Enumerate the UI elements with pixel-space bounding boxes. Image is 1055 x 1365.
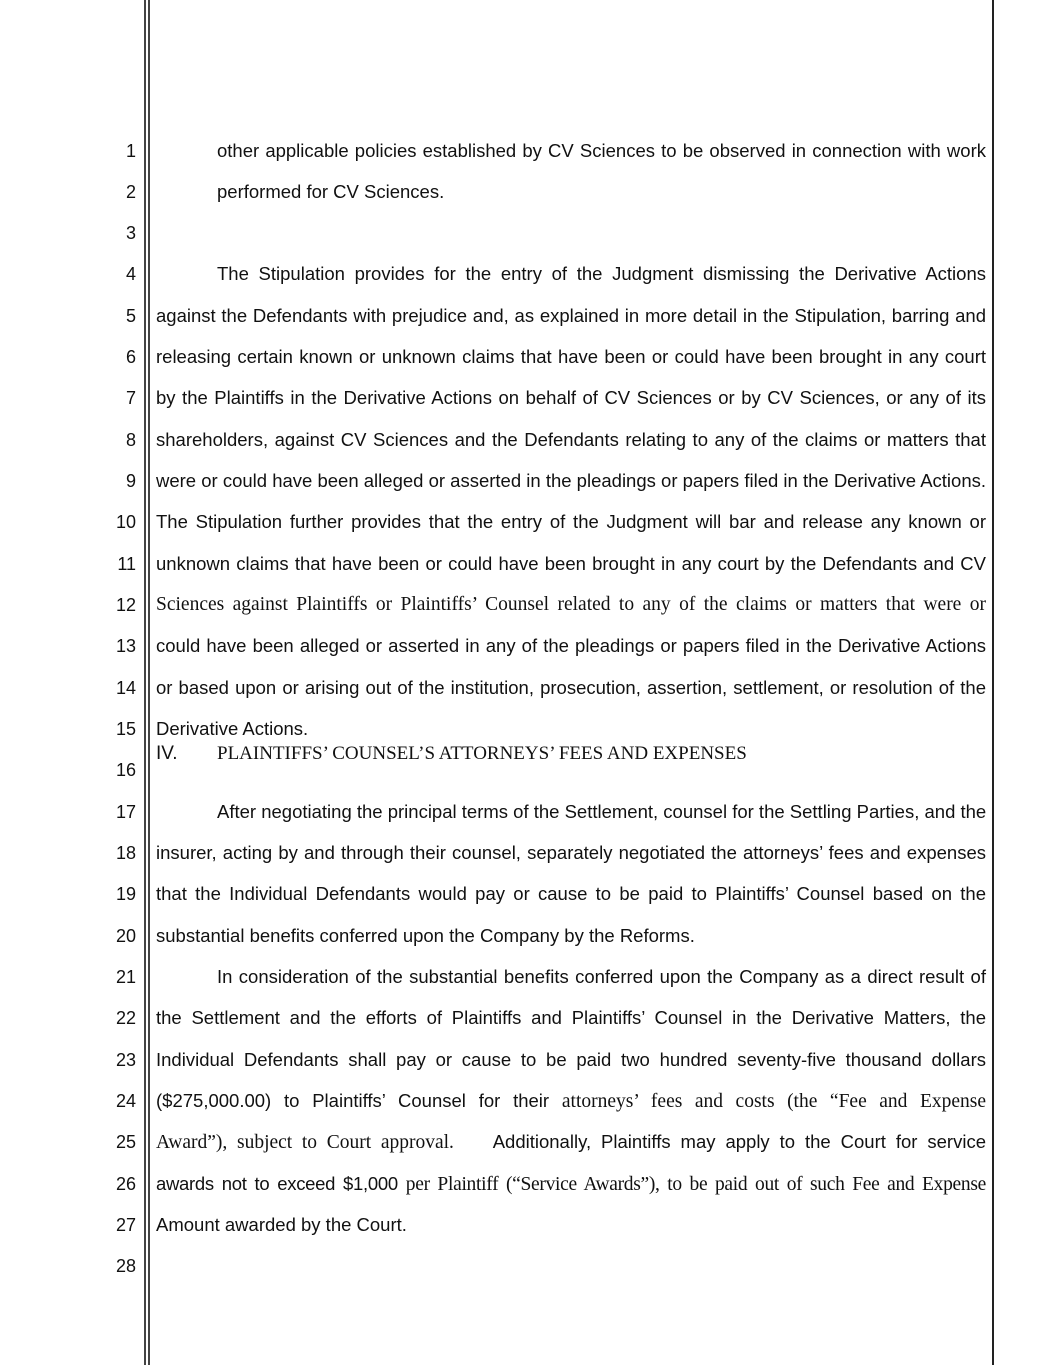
- text-line: other applicable policies established by CV Sciences to be observed in connection with work: [217, 140, 986, 161]
- section-number: IV.: [156, 743, 178, 764]
- line-number: 18: [115, 843, 136, 863]
- line-number: 23: [115, 1050, 136, 1070]
- text-line: The Stipulation further provides that the entry of the Judgment will bar and release any known or: [156, 511, 986, 532]
- line-number: 11: [117, 554, 136, 574]
- line-number: 13: [115, 636, 136, 656]
- text-line: releasing certain known or unknown claims that have been or could have been brought in any court: [156, 346, 986, 367]
- text-line: the Settlement and the efforts of Plaintiffs and Plaintiffs’ Counsel in the Derivative Matters, the: [156, 1007, 986, 1028]
- line-number: 14: [115, 678, 136, 698]
- line-number: 5: [125, 306, 136, 326]
- text-line: substantial benefits conferred upon the Company by the Reforms.: [156, 925, 695, 946]
- text-line: performed for CV Sciences.: [217, 181, 445, 202]
- text-line: were or could have been alleged or asserted in the pleadings or papers filed in the Derivative Actions.: [156, 470, 986, 491]
- line-number: 26: [115, 1174, 136, 1194]
- text-line: Individual Defendants shall pay or cause to be paid two hundred seventy-five thousand dollars: [156, 1049, 986, 1070]
- line-number: 7: [125, 388, 136, 408]
- line-number: 27: [115, 1215, 136, 1235]
- left-margin-rule-inner: [148, 0, 150, 1365]
- line-number: 19: [115, 884, 136, 904]
- line-number: 6: [125, 347, 136, 367]
- text-line: [156, 1131, 986, 1154]
- line-number: 21: [115, 967, 136, 987]
- text-line: by the Plaintiffs in the Derivative Actions on behalf of CV Sciences or by CV Sciences, or any of its: [156, 387, 986, 408]
- text-segment: ($275,000.00) to Plaintiffs’ Counsel for their: [156, 1090, 550, 1111]
- text-line: against the Defendants with prejudice and, as explained in more detail in the Stipulation, barring and: [156, 305, 986, 326]
- paragraph-start-line: In consideration of the substantial benefits conferred upon the Company as a direct result of: [217, 966, 986, 987]
- text-line: [156, 1090, 986, 1113]
- line-number: 28: [115, 1256, 136, 1276]
- line-number: 17: [115, 802, 136, 822]
- section-heading: [156, 743, 747, 765]
- left-margin-rule-outer: [144, 0, 146, 1365]
- line-number: 8: [125, 430, 136, 450]
- section-title: PLAINTIFFS’ COUNSEL’S ATTORNEYS’ FEES AND EXPENSES: [217, 743, 747, 764]
- text-line: insurer, acting by and through their counsel, separately negotiated the attorneys’ fees and expenses: [156, 842, 986, 863]
- text-segment: Award”), subject to Court approval.: [156, 1132, 454, 1153]
- text-line: or based upon or arising out of the institution, prosecution, assertion, settlement, or resolution of the: [156, 677, 986, 698]
- line-number: 15: [115, 719, 136, 739]
- line-number: 3: [125, 223, 136, 243]
- line-number: 20: [115, 926, 136, 946]
- line-number: 22: [115, 1008, 136, 1028]
- text-segment: per Plaintiff (“Service Awards”), to be paid out of such Fee and Expense: [405, 1174, 986, 1195]
- right-margin-rule: [992, 0, 994, 1365]
- text-line: could have been alleged or asserted in any of the pleadings or papers filed in the Derivative Actions: [156, 635, 986, 656]
- line-number: 9: [125, 471, 136, 491]
- text-segment: Additionally, Plaintiffs may apply to the Court for service: [492, 1131, 986, 1152]
- text-line: Amount awarded by the Court.: [156, 1214, 407, 1235]
- paragraph-start-line: After negotiating the principal terms of the Settlement, counsel for the Settling Parties, and the: [217, 801, 987, 822]
- line-number: 4: [125, 264, 136, 284]
- text-line: Derivative Actions.: [156, 718, 309, 739]
- paragraph-start-line: The Stipulation provides for the entry of the Judgment dismissing the Derivative Actions: [217, 263, 986, 284]
- line-number: 16: [115, 760, 136, 780]
- text-line: unknown claims that have been or could have been brought in any court by the Defendants and CV: [156, 553, 986, 574]
- line-number: 25: [115, 1132, 136, 1152]
- text-segment: awards not to exceed $1,000: [156, 1173, 398, 1194]
- line-number: 24: [115, 1091, 136, 1111]
- line-number: 12: [115, 595, 136, 615]
- line-number: 2: [125, 182, 136, 202]
- text-line: Sciences against Plaintiffs or Plaintiffs’ Counsel related to any of the claims or matters that were or: [156, 594, 986, 615]
- text-line: [156, 1173, 986, 1196]
- line-number: 1: [125, 141, 136, 161]
- text-line: that the Individual Defendants would pay or cause to be paid to Plaintiffs’ Counsel based on the: [156, 883, 986, 904]
- line-number: 10: [115, 512, 136, 532]
- text-line: shareholders, against CV Sciences and the Defendants relating to any of the claims or matters that: [156, 429, 986, 450]
- text-segment: attorneys’ fees and costs (the “Fee and Expense: [561, 1091, 986, 1112]
